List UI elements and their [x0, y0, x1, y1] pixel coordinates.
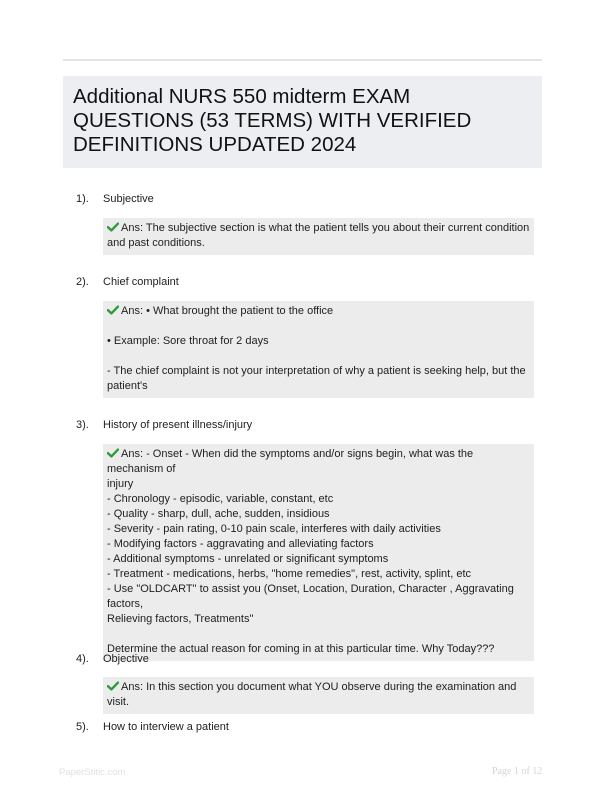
document-title: [73, 85, 532, 157]
question-number: 1).: [76, 193, 89, 205]
blank-line: [107, 627, 530, 642]
answer-line: - Additional symptoms - unrelated or significant symptoms: [107, 553, 389, 565]
question-number: 2).: [76, 276, 89, 288]
answer-line: Ans: • What brought the patient to the office: [107, 304, 530, 319]
checkmark-icon: [107, 448, 119, 458]
question-term: Chief complaint: [103, 276, 179, 288]
document-title-box: [63, 76, 542, 168]
top-divider: [63, 59, 542, 61]
answer-line: Determine the actual reason for coming in at this particular time. Why Today???: [107, 643, 495, 655]
answer-box-2: [103, 301, 534, 398]
answer-line: - Chronology - episodic, variable, constant, etc: [107, 493, 334, 505]
blank-line: [107, 319, 530, 334]
answer-line: - Modifying factors - aggravating and alleviating factors: [107, 538, 374, 550]
footer-watermark: PaperStitic.com: [59, 767, 126, 778]
question-term: History of present illness/injury: [103, 419, 253, 431]
question-term: How to interview a patient: [103, 721, 229, 733]
checkmark-icon: [107, 681, 119, 691]
question-number: 3).: [76, 419, 89, 431]
answer-line: - Severity - pain rating, 0-10 pain scale, interferes with daily activities: [107, 523, 441, 535]
title-line-3: DEFINITIONS UPDATED 2024: [73, 133, 357, 156]
answer-line: - The chief complaint is not your interpretation of why a patient is seeking help, but the: [107, 365, 526, 377]
question-term: Subjective: [103, 193, 154, 205]
answer-line: - Quality - sharp, dull, ache, sudden, insidious: [107, 508, 330, 520]
answer-line: Relieving factors, Treatments": [107, 613, 254, 625]
answer-line: and past conditions.: [107, 237, 205, 249]
answer-box-4: [103, 677, 534, 714]
checkmark-icon: [107, 305, 119, 315]
answer-line: - Use "OLDCART" to assist you (Onset, Location, Duration, Character , Aggravating factors,: [107, 583, 514, 610]
answer-line: Ans: - Onset - When did the symptoms and/or signs begin, what was the mechanism of: [107, 448, 474, 475]
answer-box-3: [103, 444, 534, 661]
answer-line: patient's: [107, 380, 148, 392]
title-line-1: Additional NURS 550 midterm EXAM: [73, 85, 411, 108]
title-line-2: QUESTIONS (53 TERMS) WITH VERIFIED: [73, 109, 472, 132]
answer-line: • Example: Sore throat for 2 days: [107, 335, 269, 347]
question-term: Objective: [103, 653, 149, 665]
question-number: 4).: [76, 653, 89, 665]
answer-line: Ans: The subjective section is what the patient tells you about their current condition: [107, 221, 530, 236]
checkmark-icon: [107, 222, 119, 232]
answer-line: injury: [107, 478, 134, 490]
answer-line: Ans: In this section you document what YOU observe during the examination and visit.: [107, 681, 517, 708]
answer-line: - Treatment - medications, herbs, "home remedies", rest, activity, splint, etc: [107, 568, 472, 580]
question-number: 5).: [76, 721, 89, 733]
answer-box-1: [103, 218, 534, 255]
blank-line: [107, 349, 530, 364]
page-number: Page 1 of 12: [492, 766, 543, 777]
